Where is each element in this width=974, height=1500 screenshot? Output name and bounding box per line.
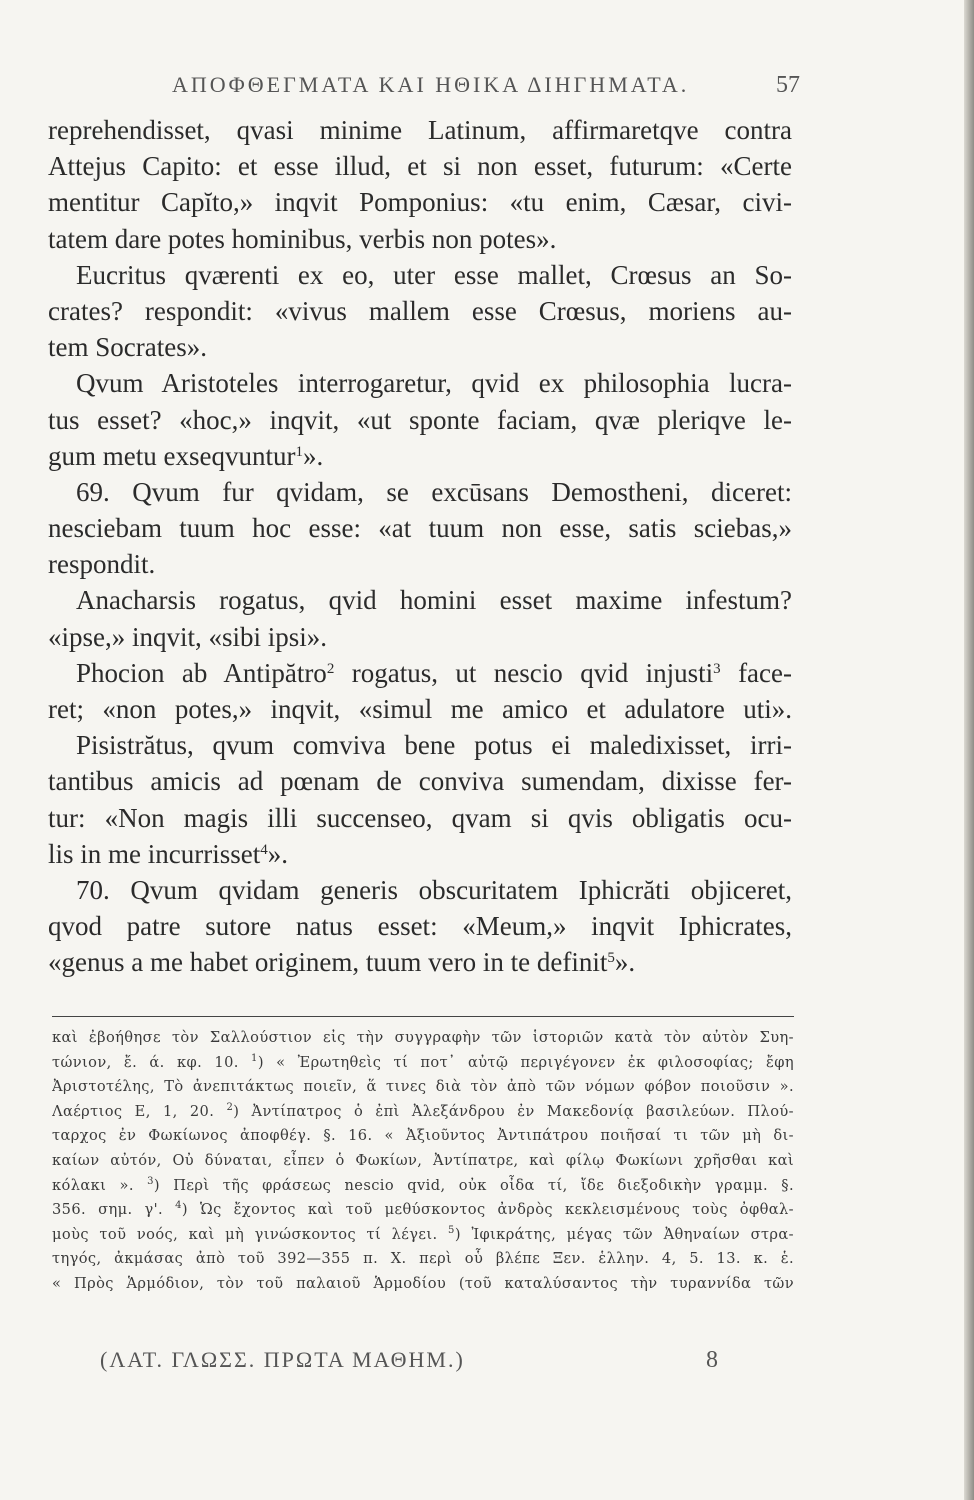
- text-line: Anacharsis rogatus, qvid homini esset maxime infestum?: [76, 585, 792, 616]
- signature-line: [100, 1347, 720, 1377]
- text-line: [48, 655, 792, 691]
- page-number: 57: [776, 72, 800, 98]
- text-line: qvod patre sutore natus esset: «Meum,» inqvit Iphicrates,: [48, 911, 792, 942]
- footnote-text: Ἰφικράτης, μέγας τῶν Ἀθηναίων στρα-: [471, 1225, 794, 1243]
- text-line: crates? respondit: «vivus mallem esse Crœsus, moriens au-: [48, 295, 792, 326]
- text-fragment: lis in me incurrisset: [48, 838, 261, 869]
- footnote-ref: 2: [326, 660, 335, 677]
- running-title: ΑΠΟΦΘΕΓΜΑΤΑ ΚΑΙ ΗΘΙΚΑ ΔΙΗΓΗΜΑΤΑ.: [172, 72, 690, 97]
- text-line: Pisistrătus, qvum comviva bene potus ei maledixisset, irri-: [76, 730, 792, 761]
- footnote-mark: 1: [251, 1052, 258, 1064]
- footnote-mark: 5: [448, 1224, 455, 1236]
- footnote-line: μοὺς τοῦ νοός, καὶ μὴ γινώσκοντος τί λέγει. $^5$) Ἰφικράτης, μέγας τῶν Ἀθηναίων στρα-: [52, 1224, 794, 1243]
- text-line: tur: «Non magis illi succenseo, qvam si qvis obligatis ocu-: [48, 802, 792, 833]
- footnote-ref: 5: [607, 950, 615, 967]
- text-fragment: ».: [302, 440, 324, 471]
- footnote-divider: [52, 1016, 794, 1017]
- footnote-line: « Πρὸς Ἁρμόδιον, τὸν τοῦ παλαιοῦ Ἁρμοδίου (τοῦ καταλύσαντος τὴν τυραννίδα τῶν: [52, 1274, 794, 1292]
- footnote-line: κόλακι ». $^3$) Περὶ τῆς φράσεως nescio qvid, οὐκ οἶδα τί, ἴδε διεξοδικὴν γραμμ. §.: [52, 1175, 794, 1194]
- footnote-line: ταρχος ἐν Φωκίωνος ἀποφθέγ. §. 16. « Ἀξιοῦντος Ἀντιπάτρου ποιῆσαί τι τῶν μὴ δι-: [52, 1127, 794, 1145]
- text-line: ret; «non potes,» inqvit, «simul me amico et adulatore uti».: [48, 694, 792, 724]
- text-line: 70. Qvum qvidam generis obscuritatem Iphicrăti objiceret,: [76, 874, 792, 905]
- text-line: tem Socrates».: [48, 332, 207, 363]
- text-line: tatem dare potes hominibus, verbis non potes».: [48, 223, 557, 254]
- footnote-text: μοὺς τοῦ νοός, καὶ μὴ γινώσκοντος τί λέγει.: [52, 1225, 438, 1243]
- text-line: Qvum Aristoteles interrogaretur, qvid ex philosophia lucra-: [76, 368, 792, 399]
- footnote-line: τηγός, ἀκμάσας ἀπὸ τοῦ 392—355 π. Χ. περὶ οὗ βλέπε Ξεν. ἑλλην. 4, 5. 13. κ. ἑ.: [52, 1250, 794, 1268]
- text-line: reprehendisset, qvasi minime Latinum, affirmaretqve contra: [48, 115, 792, 145]
- footnote-line: 356. σημ. γ'. $^4$) Ὡς ἔχοντος καὶ τοῦ μεθύσκοντος ἀνδρὸς κεκλεισμένους τοὺς ὀφθαλ-: [52, 1200, 794, 1219]
- footnote-text: Λαέρτιος Ε, 1, 20.: [52, 1102, 215, 1120]
- text-fragment: face-: [738, 657, 792, 688]
- footnote-text: τώνιον, ἔ. ά. κφ. 10.: [52, 1053, 239, 1071]
- footnote-text: Ὡς ἔχοντος καὶ τοῦ μεθύσκοντος ἀνδρὸς κεκλεισμένους τοὺς ὀφθαλ-: [200, 1201, 794, 1219]
- text-line: Attejus Capito: et esse illud, et si non esset, futurum: «Certe: [48, 151, 792, 182]
- text-fragment: ».: [614, 947, 636, 978]
- signature-number: 8: [706, 1347, 720, 1373]
- footnote-ref: 3: [713, 660, 721, 677]
- footnote-ref: 4: [260, 841, 268, 858]
- text-fragment: Phocion ab Antipătro: [76, 657, 327, 688]
- footnote-text: Ἀντίπατρος ὁ ἐπὶ Ἀλεξάνδρου ἐν Μακεδονίᾳ βασιλεύων. Πλού-: [251, 1102, 794, 1120]
- page-edge-shadow: [964, 0, 974, 1500]
- text-line: respondit.: [48, 549, 156, 580]
- footnote-line: Ἀριστοτέλης, Τὸ ἀνεπιτάκτως ποιεῖν, ἅ τινες διὰ τὸν ἀπὸ τῶν νόμων φόβον ποιοῦσιν ».: [52, 1078, 794, 1096]
- footnote-line: καὶ ἐβοήθησε τὸν Σαλλούστιον εἰς τὴν συγγραφὴν τῶν ἱστοριῶν κατὰ τὸν αὐτὸν Συη-: [52, 1029, 794, 1046]
- text-line: tantibus amicis ad pœnam de conviva sumendam, dixisse fer-: [48, 766, 792, 797]
- footnote-ref: 1: [295, 443, 303, 460]
- text-line: mentitur Capĭto,» inqvit Pomponius: «tu enim, Cæsar, civi-: [48, 187, 792, 218]
- text-line: [48, 944, 792, 980]
- text-line: «ipse,» inqvit, «sibi ipsi».: [48, 621, 328, 652]
- text-line: [48, 836, 792, 872]
- footnote-text: « Ἐρωτηθεὶς τί ποτ᾽ αὐτῷ περιγέγονεν ἐκ φιλοσοφίας; ἔφη: [276, 1053, 794, 1071]
- footnote-mark: 4: [175, 1200, 182, 1212]
- text-fragment: rogatus, ut nescio qvid injusti: [351, 657, 714, 688]
- footnote-text: Περὶ τῆς φράσεως nescio qvid, οὐκ οἶδα τί, ἴδε διεξοδικὴν γραμμ. §.: [173, 1176, 794, 1194]
- footnotes: [52, 1026, 794, 1297]
- main-text: [48, 112, 792, 981]
- footnote-text: 356. σημ. γ'.: [52, 1201, 164, 1219]
- text-fragment: gum metu exseqvuntur: [48, 440, 296, 471]
- footnote-text: κόλακι ».: [52, 1176, 134, 1194]
- footnote-line: Λαέρτιος Ε, 1, 20. $^2$) Ἀντίπατρος ὁ ἐπὶ Ἀλεξάνδρου ἐν Μακεδονίᾳ βασιλεύων. Πλού-: [52, 1101, 794, 1120]
- footnote-mark: 3: [147, 1175, 154, 1187]
- text-fragment: «genus a me habet originem, tuum vero in te definit: [48, 947, 608, 978]
- footnote-mark: 2: [226, 1101, 234, 1113]
- text-line: 69. Qvum fur qvidam, se excūsans Demostheni, diceret:: [76, 476, 792, 507]
- text-line: [48, 438, 792, 474]
- footnote-line: τώνιον, ἔ. ά. κφ. 10. $^1$) « Ἐρωτηθεὶς τί ποτ᾽ αὐτῷ περιγέγονεν ἐκ φιλοσοφίας; ἔφη: [52, 1052, 794, 1071]
- page-header: [100, 72, 800, 104]
- text-line: nesciebam tuum hoc esse: «at tuum non esse, satis sciebas,»: [48, 513, 792, 544]
- text-fragment: ».: [267, 838, 288, 869]
- footnote-line: καίων αὐτόν, Οὐ δύναται, εἶπεν ὁ Φωκίων, Ἀντίπατρε, καὶ φίλῳ Φωκίωνι χρῆσθαι καὶ: [52, 1151, 794, 1169]
- text-line: tus esset? «hoc,» inqvit, «ut sponte faciam, qvæ pleriqve le-: [48, 404, 792, 435]
- signature-text: (ΛΑΤ. ΓΛΩΣΣ. ΠΡΩΤΑ ΜΑΘΗΜ.): [100, 1347, 465, 1372]
- text-line: Eucritus qværenti ex eo, uter esse mallet, Crœsus an So-: [76, 259, 792, 290]
